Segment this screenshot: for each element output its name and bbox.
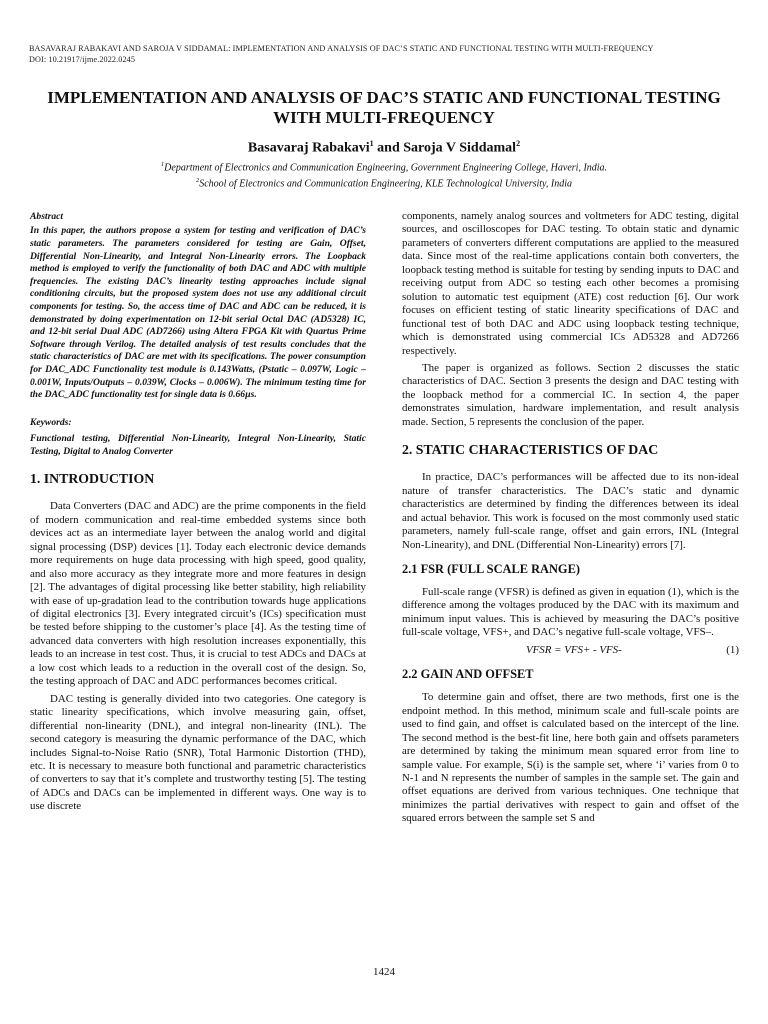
author-1-sup: 1: [369, 139, 374, 148]
intro-paragraph-4: The paper is organized as follows. Section 2 discusses the static characteristics of DAC. Section 3 presents the design and DAC testing with the loopback method for a commercial IC. In section 4, the paper demonstrates simulation, hardware implementation, and result analysis made. Section, 5 represents the conclusion of the paper.: [402, 361, 739, 428]
author-joiner: and: [373, 140, 404, 156]
subsection-heading-fsr: 2.1 FSR (FULL SCALE RANGE): [402, 561, 580, 576]
affiliation-1-sup: 1: [160, 161, 165, 168]
doi: DOI: 10.21917/ijme.2022.0245: [29, 55, 136, 64]
section-heading-static: 2. STATIC CHARACTERISTICS OF DAC: [402, 442, 659, 458]
author-1: Basavaraj Rabakavi: [247, 140, 370, 156]
static-paragraph-1: In practice, DAC’s performances will be affected due to its non-ideal nature of transfer characteristics. The DAC’s static and dynamic characteristics are determined by finding the differences between its ideal and actual behavior. This work is focused on the most commonly used static parameters, namely full-scale range, offset and gain errors, INL (Integral Non-Linearity), and DNL (Differential Non-Linearity) errors [7].: [402, 471, 739, 551]
affiliations: [30, 158, 738, 191]
keywords-body: Functional testing, Differential Non-Linearity, Integral Non-Linearity, Static Testing, Digital to Analog Converter: [30, 433, 366, 457]
section-heading-introduction: 1. INTRODUCTION: [30, 471, 155, 487]
affiliation-2-text: School of Electronics and Communication Engineering, KLE Technological University, India: [199, 178, 573, 190]
affiliation-2: [30, 174, 738, 190]
right-column: [402, 210, 739, 830]
equation-1: [402, 644, 739, 657]
subsection-heading-gain-offset: 2.2 GAIN AND OFFSET: [402, 667, 534, 682]
author-line: [30, 139, 738, 157]
affiliation-1-text: Department of Electronics and Communication Engineering, Government Engineering College, Haveri, India.: [164, 162, 608, 174]
fsr-paragraph-1: Full-scale range (VFSR) is defined as given in equation (1), which is the difference among the voltages produced by the DAC with its maximum and minimum input values. This is achieved by measuring the DAC’s positive full-scale voltage, VFS+, and DAC’s negative full-scale voltage, VFS–.: [402, 585, 739, 639]
abstract-heading: Abstract: [30, 211, 64, 222]
page-number: 1424: [373, 966, 395, 978]
intro-paragraph-3: components, namely analog sources and voltmeters for ADC testing, digital sources, and oscilloscopes for DAC testing. To obtain static and dynamic parameters of converters different computations are applied to the measured data. Since most of the real-time applications contain both converters, the loopback testing method is suitable for testing by sending inputs to DAC and receiving output from ADC so testing each other becomes a promising solution to automatic test equipment (ATE) cost reduction [6]. Our work focuses on efficient testing of static linearity specifications of DAC and functional test of both DAC and ADC using loopback testing technique, which is demonstrated using commercial ICs AD5328 and AD7266 respectively.: [402, 210, 739, 357]
gain-paragraph-1: To determine gain and offset, there are two methods, first one is the endpoint method. In this method, minimum scale and full-scale points are used to find gain, and offset is calculated based on the intercept of the line. The second method is the best-fit line, here both gain and offsets parameters are determined by taking the minimum mean squared error from line to sample value. For example, S(i) is the sample set, where ‘i’ varies from 0 to N-1 and N represents the number of samples in the sample set. The gain and offset equations are derived from various techniques. One technique that minimizes the partial derivatives with respect to gain and offset of the squared errors between the sample set S and: [402, 691, 739, 825]
running-head-title: BASAVARAJ RABAKAVI AND SAROJA V SIDDAMAL: IMPLEMENTATION AND ANALYSIS OF DAC’S STATIC AND FUNCTIONAL TESTING WITH MULTI-FREQUENCY: [29, 44, 654, 53]
affiliation-2-sup: 2: [195, 177, 200, 185]
equation-1-body: VFSR = VFS+ - VFS-: [526, 643, 622, 656]
equation-1-number: (1): [726, 643, 739, 656]
intro-paragraph-2: DAC testing is generally divided into two categories. One category is static linearity specifications, which involve measuring gain, offset, differential non-linearity (DNL), and integral non-linearity (INL). The second category is measuring the dynamic performance of the DAC, which includes Signal-to-Noise Ratio (SNR), Total Harmonic Distortion (THD), etc. It is necessary to measure both functional and parametric characteristics of converters to say that it’s complete and trustworthy testing [5]. The testing of ADCs and DACs can be implemented in different ways. One way is to use discrete: [30, 692, 366, 813]
abstract-body: In this paper, the authors propose a system for testing and verification of DAC’s static parameters. The parameters considered for testing are Gain, Offset, Differential Non-Linearity, and Integral Non-Linearity errors. The Loopback method is employed to verify the functionality of both DAC and ADC with multiple frequencies. The existing DAC’s linearity testing approaches include signal conditioning circuits, but the proposed system does not use any additional circuit components for testing. So, the access time of DAC and ADC can be reduced, it is demonstrated by doing experimentation on 12-bit serial Octal DAC (AD5328) IC, and 12-bit serial Dual ADC (AD7266) using Altera FPGA Kit with Quartus Prime Software through Verilog. The detailed analysis of test results concludes that the static characteristics of DAC are met with its specifications. The power consumption for DAC_ADC Functionality test module is 0.143Watts, (Pstatic – 0.097W, Logic – 0.001W, Inputs/Outputs – 0.039W, Clocks – 0.006W). The minimum testing time for the DAC_ADC functionality test for single data is 0.66µs.: [30, 225, 366, 401]
running-head: [29, 43, 749, 65]
intro-paragraph-1: Data Converters (DAC and ADC) are the prime components in the field of modern communication and real-time embedded systems since both devices act as an intermediate layer between the analog world and digital signal processing (DSP) devices [1]. Today each electronic device demands more requirements on huge data processing with high speed, good quality, and also more accuracy as they integrate more and more features in design [2]. The advantages of digital processing like better stability, high reliability with ease of up-gradation lead to the contribution towards huge applications of digital electronics [3]. Every integrated circuit’s (ICs) specification must be tested before shipping to the customer’s place [4]. As the testing time of advanced data converters with high resolution increases exponentially, this leads to an increase in test cost. Thus, it is crucial to test ADCs and DACs at a low cost which leads to a reduction in the overall cost of the design. So, the testing approach of DAC and ADC performances becomes critical.: [30, 500, 366, 688]
left-column: [30, 210, 366, 818]
keywords-heading: Keywords:: [30, 416, 72, 428]
author-2: Saroja V Siddamal: [403, 140, 517, 156]
affiliation-1: [30, 158, 738, 174]
paper-title: IMPLEMENTATION AND ANALYSIS OF DAC’S STATIC AND FUNCTIONAL TESTING WITH MULTI-FREQUENCY: [47, 88, 721, 127]
author-2-sup: 2: [516, 139, 521, 148]
